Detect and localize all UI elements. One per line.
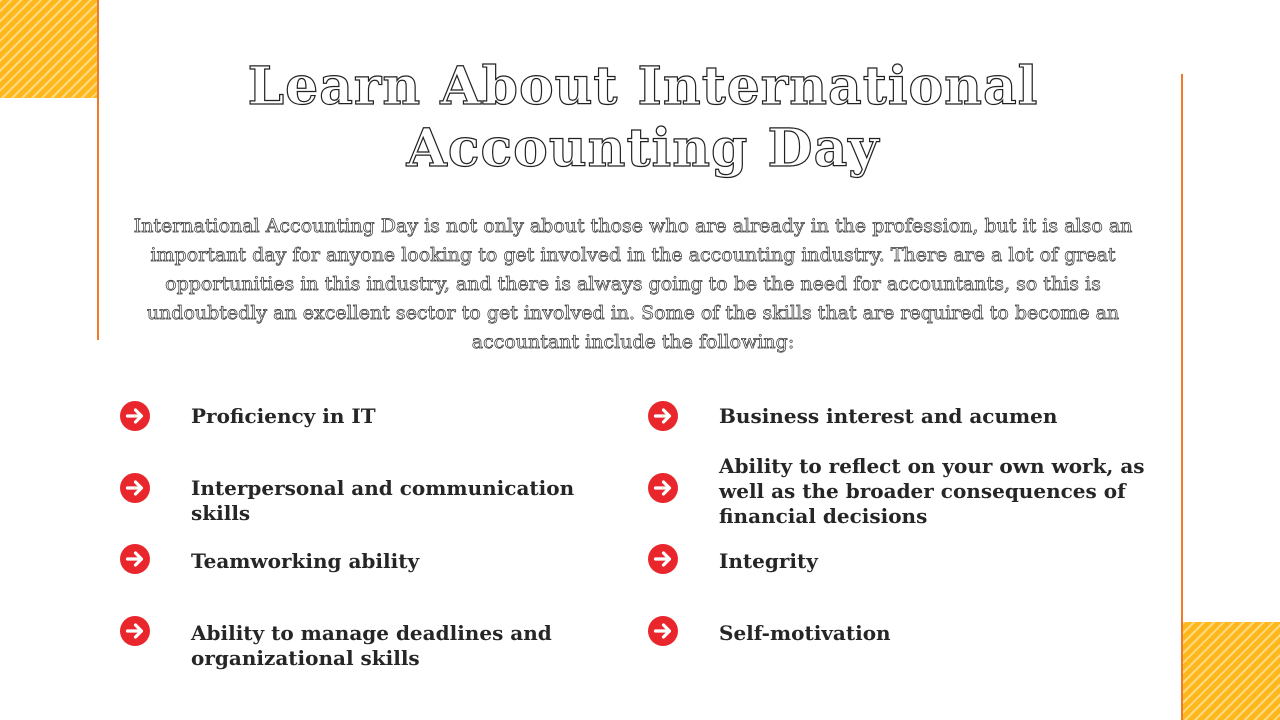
skill-label: Self-motivation — [719, 621, 891, 645]
corner-decoration-bottom-right — [1183, 622, 1280, 720]
arrow-right-circle-icon — [648, 616, 678, 646]
intro-paragraph: International Accounting Day is not only about those who are already in the profession, but it is also an important day for anyone looking to get involved in the accounting industry. There are a lot of great opportunities in this industry, and there is always going to be the need for accountants, so this is undoubtedly an excellent sector to get involved in. Some of the skills that are required to become an accountant include the following: — [133, 215, 1133, 353]
arrow-right-circle-icon — [120, 544, 150, 574]
skill-label: Business interest and acumen — [719, 404, 1058, 428]
arrow-right-circle-icon — [648, 473, 678, 503]
corner-decoration-top-left — [0, 0, 98, 98]
arrow-right-circle-icon — [648, 544, 678, 574]
skill-label: Interpersonal and communication skills — [191, 476, 575, 525]
skill-label: Teamworking ability — [191, 549, 420, 573]
slide-title: Learn About International Accounting Day — [247, 56, 1039, 179]
divider-line-right — [1181, 74, 1183, 720]
skill-label: Integrity — [719, 549, 818, 573]
arrow-right-circle-icon — [120, 616, 150, 646]
skill-label: Ability to reflect on your own work, as well as the broader consequences of financial decisions — [719, 454, 1145, 528]
skill-label: Ability to manage deadlines and organizational skills — [191, 621, 552, 670]
skill-label: Proficiency in IT — [191, 404, 376, 428]
divider-line-left — [97, 0, 99, 340]
arrow-right-circle-icon — [120, 401, 150, 431]
arrow-right-circle-icon — [648, 401, 678, 431]
arrow-right-circle-icon — [120, 473, 150, 503]
